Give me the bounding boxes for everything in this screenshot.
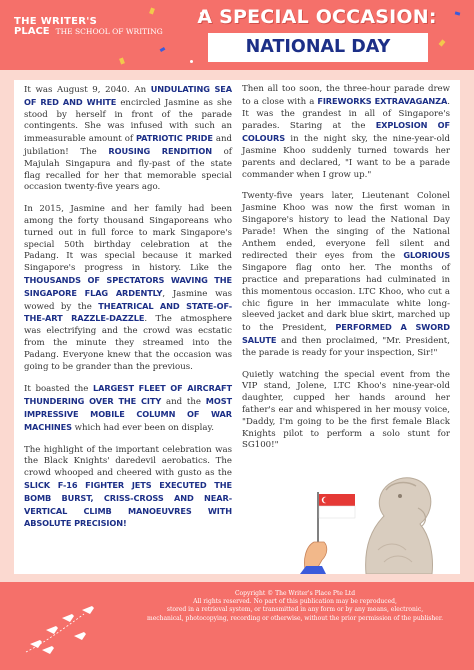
- text-run: of Majulah Singapura and fly-past of the state flag recalled for her that memorable special occasion twenty-five years ago.: [24, 146, 232, 193]
- highlight-phrase: THOUSANDS OF SPECTATORS WAVING THE SINGAPORE FLAG ARDENTLY: [24, 274, 232, 298]
- paragraph: [24, 383, 232, 434]
- confetti-icon: [119, 57, 125, 64]
- highlight-phrase: PERFORMED A SWORD SALUTE: [242, 322, 450, 345]
- text-run: It boasted the: [24, 384, 93, 395]
- merlion-icon: [366, 478, 433, 574]
- rights-line: All rights reserved. No part of this publication may be reproduced,: [193, 598, 397, 606]
- rights-line-4: mechanical, photocopying, recording or otherwise, without the prior permission of the publisher.: [147, 614, 443, 622]
- text-run: and then proclaimed, "Mr. President, the parade is ready for your inspection, Sir!": [242, 335, 450, 358]
- text-run: in the night sky, the nine-year-old Jasmine Khoo suddenly turned towards her parents and declared, "I want to be a parade commander when I grow up.": [242, 134, 450, 180]
- highlight-phrase: ROUSING RENDITION: [108, 145, 212, 156]
- highlight-phrase: FIREWORKS EXTRAVAGANZA: [317, 95, 448, 106]
- highlight-phrase: SLICK F-16 FIGHTER JETS EXECUTED THE BOMB BURST, CRISS-CROSS AND NEAR-VERTICAL CLIMB MANOEUVRES WITH ABSOLUTE PRECISION!: [24, 479, 232, 529]
- text-run: and the: [161, 397, 206, 408]
- left-column: [24, 84, 232, 541]
- confetti-icon: [190, 60, 193, 63]
- highlight-phrase: MOST IMPRESSIVE MOBILE COLUMN OF WAR MACHINES: [24, 396, 232, 432]
- paragraph: [242, 84, 450, 181]
- paragraph: [242, 191, 450, 359]
- highlight-phrase: GLORIOUS: [403, 250, 450, 261]
- paragraph: [24, 84, 232, 194]
- paragraph: [24, 445, 232, 532]
- highlight-phrase: LARGEST FLEET OF AIRCRAFT THUNDERING OVER THE CITY: [24, 383, 232, 407]
- text-run: encircled Jasmine as she stood by herself in front of the parade contingents. She was infused with such an immeasurable amount of: [24, 97, 232, 145]
- copyright-notice: [130, 590, 460, 623]
- page-header: [0, 0, 474, 70]
- text-run: Then all too soon, the three-hour parade drew to a close with a: [242, 84, 450, 107]
- highlight-phrase: EXPLOSION OF COLOURS: [242, 120, 450, 144]
- rights-line-3: stored in a retrieval system, or transmitted in any form or by any means, electronic,: [166, 606, 424, 614]
- text-run: and jubilation! The: [24, 134, 232, 157]
- confetti-icon: [439, 39, 446, 46]
- text-run: . The atmosphere was electrifying and the crowd was ecstatic from the minute they streamed into the Padang. Everyone knew that the occasion was going to be grander than the previous.: [24, 314, 232, 372]
- text-run: Quietly watching the special event from the VIP stand, Jolene, LTC Khoo's nine-year-old daughter, cupped her hands around her father's ear and whispered in her mousy voice, "Daddy, I'm going to be the first female Black Knights pilot to perform a solo stunt for SG100!": [242, 369, 450, 451]
- logo-line2b: THE SCHOOL OF WRITING: [55, 27, 163, 36]
- confetti-icon: [149, 7, 155, 14]
- story-panel: [14, 80, 460, 574]
- text-run: It was August 9, 2040. An: [24, 85, 151, 95]
- text-run: Twenty-five years later, Lieutenant Colonel Jasmine Khoo was now the first woman in Singapore's history to lead the National Day Parade! When the singing of the National Anthem ended, everyone fell silent and redirected their eyes from the: [242, 191, 450, 262]
- highlight-phrase: PATRIOTIC PRIDE: [136, 133, 213, 144]
- logo-line1: THE WRITER'S: [14, 16, 98, 27]
- highlight-phrase: THEATRICAL AND STATE-OF-THE-ART RAZZLE-DAZZLE: [24, 300, 232, 324]
- paragraph: [24, 204, 232, 373]
- text-run: The highlight of the important celebration was the Black Knights' daredevil aerobatics. The crowd whooped and cheered with gusto as the: [24, 444, 232, 479]
- highlight-phrase: UNDULATING SEA OF RED AND WHITE: [24, 84, 232, 107]
- text-run: . It was the grandest in all of Singapore's parades. Staring at the: [242, 96, 450, 132]
- copyright-line: Copyright © The Writer's Place Pte Ltd: [234, 590, 356, 597]
- text-run: which had ever been on display.: [71, 422, 215, 433]
- flag-icon: [300, 492, 355, 574]
- text-run: In 2015, Jasmine and her family had been among the forty thousand Singaporeans who turned out in full force to mark Singapore's special 50th birthday celebration at the Padang. It was special because it marked Singapore's progress in history. Like the: [24, 204, 232, 274]
- confetti-icon: [160, 47, 166, 52]
- text-run: , Jasmine was wowed by the: [24, 288, 232, 312]
- logo: [14, 16, 163, 37]
- logo-line2a: PLACE: [14, 26, 50, 37]
- fighter-jets-icon: [22, 600, 102, 658]
- paragraph: [242, 370, 450, 453]
- right-column: [242, 84, 450, 462]
- page-subtitle: NATIONAL DAY: [208, 33, 428, 62]
- page-footer: [0, 582, 474, 670]
- text-run: Singapore flag onto her. The months of practice and preparations had culminated in this momentous occasion. LTC Khoo, who cut a chic figure in her immaculate white long-sleeved jacket and dark blue skirt, marched up to the President,: [242, 263, 450, 334]
- page-title: A SPECIAL OCCASION:: [197, 6, 437, 28]
